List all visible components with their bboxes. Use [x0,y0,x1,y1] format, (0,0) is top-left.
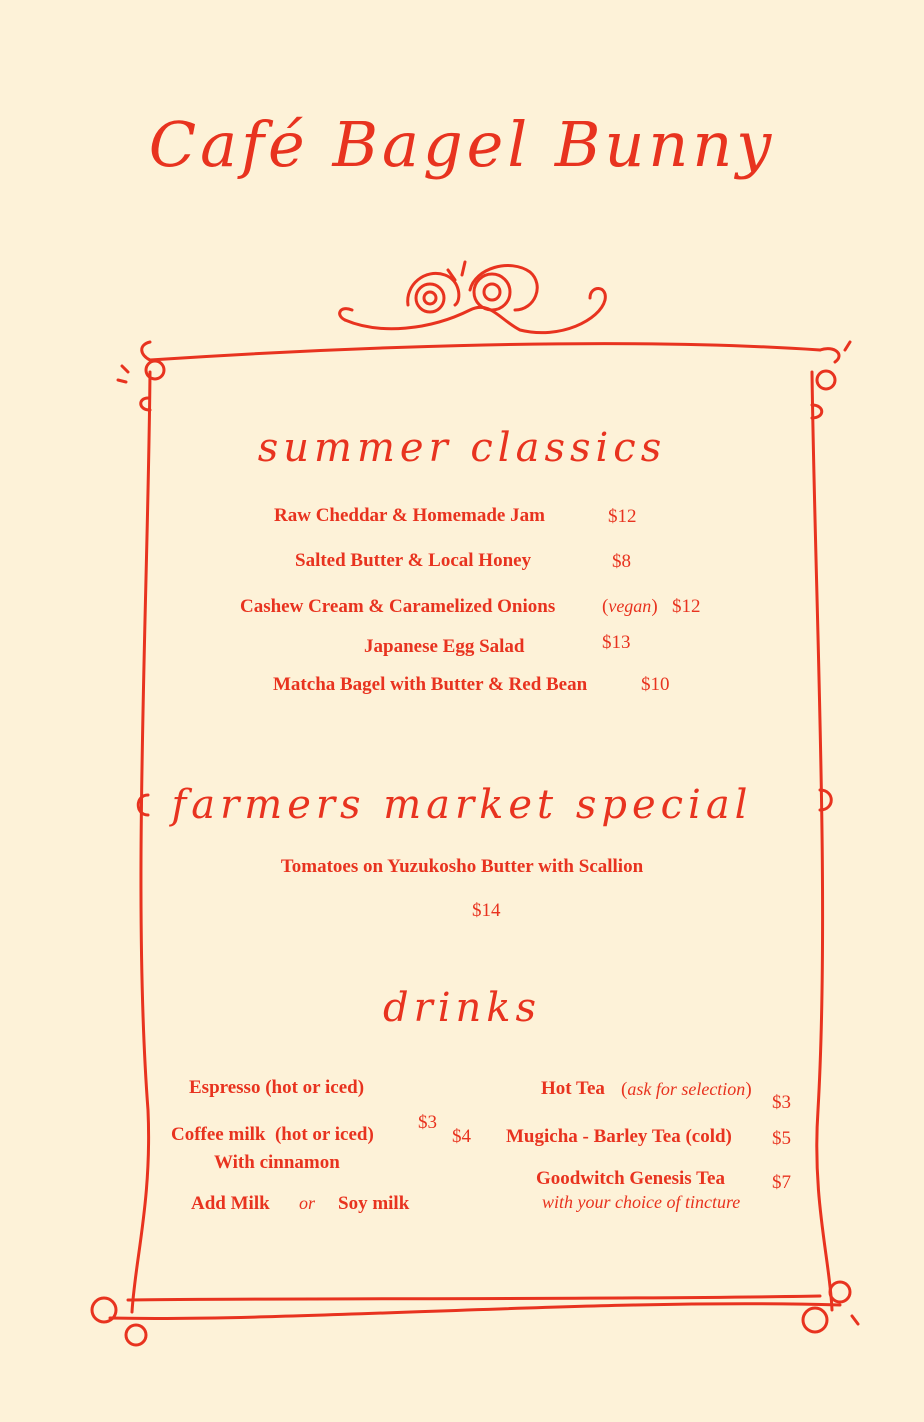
swirl-ornament-icon [340,262,606,333]
drinks-heading: drinks [382,985,542,1031]
drink-item-name: Goodwitch Genesis Tea [536,1168,725,1189]
menu-item-name: Salted Butter & Local Honey [295,550,532,571]
drink-option: Add Milk [191,1193,270,1214]
menu-item-name: Raw Cheddar & Homemade Jam [274,505,545,526]
menu-item-price: $8 [612,551,631,572]
summer-classics-heading: summer classics [257,425,667,471]
menu-item-price: $12 [608,506,637,527]
menu-item-price: $13 [602,632,631,653]
menu-item-name: Cashew Cream & Caramelized Onions [240,596,556,617]
drink-price: $4 [452,1126,471,1147]
menu-item-name: Japanese Egg Salad [364,636,525,657]
menu-item-price: $12 [672,596,701,617]
cafe-title: Café Bagel Bunny [148,108,776,181]
drink-option: Soy milk [338,1193,410,1214]
drink-item-note: (ask for selection) [621,1079,752,1100]
drink-price: $5 [772,1128,791,1149]
drink-price: $3 [418,1112,437,1133]
drink-item-name: Mugicha - Barley Tea (cold) [506,1126,732,1147]
farmers-market-heading: farmers market special [171,782,753,828]
menu-item-price: $10 [641,674,670,695]
drink-item-name: Hot Tea [541,1078,605,1099]
drink-price: $3 [772,1092,791,1113]
menu-item-name: Matcha Bagel with Butter & Red Bean [273,674,588,695]
drink-item-note: with your choice of tincture [542,1192,741,1212]
drink-item-note: With cinnamon [214,1152,340,1173]
menu-item-note: (vegan) [602,596,658,617]
drink-item-name: Espresso (hot or iced) [189,1077,365,1098]
special-item-name: Tomatoes on Yuzukosho Butter with Scallion [280,856,644,877]
drink-item-name: Coffee milk (hot or iced) [171,1124,374,1145]
drink-option-or: or [299,1193,316,1213]
drink-price: $7 [772,1172,791,1193]
special-item-price: $14 [472,900,501,921]
